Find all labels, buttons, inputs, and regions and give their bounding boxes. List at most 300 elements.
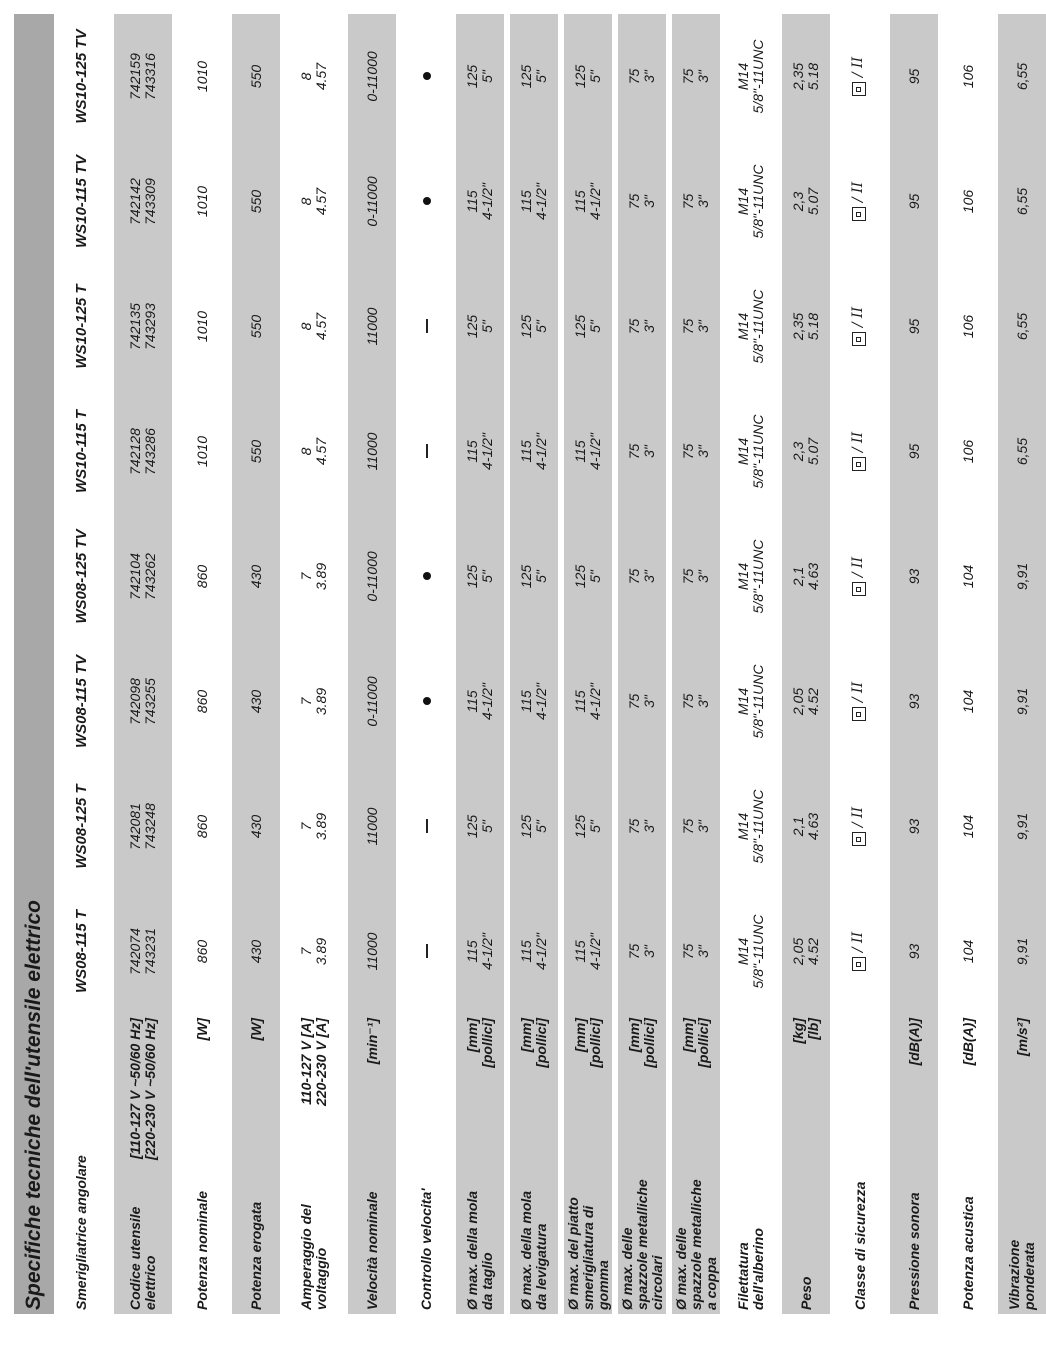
text-line: 125 — [518, 564, 534, 589]
text-line: 743262 — [142, 553, 158, 600]
text-line: 742074 — [127, 928, 143, 975]
spec-row — [836, 14, 884, 1314]
spec-value — [232, 139, 280, 264]
spec-unit — [232, 1014, 280, 1174]
text-line: 75 — [626, 568, 642, 585]
not-available-dash-icon — [402, 889, 450, 1014]
spec-row — [114, 14, 172, 1314]
text-line: 9,91 — [1013, 687, 1030, 716]
spec-label: Potenza nominale — [193, 1190, 210, 1310]
text-line: 5/8"-11UNC — [750, 664, 766, 739]
spec-value — [672, 514, 720, 639]
text-line: 2,3 — [790, 191, 806, 212]
text-line: 104 — [959, 814, 976, 839]
spec-value — [782, 14, 830, 139]
text-line: 115 — [518, 690, 534, 713]
spec-row — [286, 14, 342, 1314]
text-line: 5" — [587, 70, 603, 83]
spec-row — [178, 14, 226, 1314]
spec-label: Vibrazione ponderata — [998, 1174, 1046, 1314]
text-line: 742142 — [127, 178, 143, 225]
spec-row — [564, 14, 612, 1314]
spec-value — [672, 389, 720, 514]
text-line: 125 — [518, 814, 534, 839]
spec-value — [726, 764, 776, 889]
safety-class-text: / II — [850, 181, 867, 203]
model-header: WS08-115 TV — [72, 654, 90, 749]
text-line: 125 — [464, 64, 480, 89]
double-insulation-icon — [852, 707, 866, 721]
spec-row — [672, 14, 720, 1314]
text-line: 6,55 — [1013, 437, 1030, 466]
spec-value — [286, 14, 342, 139]
spec-value — [286, 389, 342, 514]
text-line: 115 — [464, 190, 480, 213]
spec-value — [286, 264, 342, 389]
spec-value — [114, 139, 172, 264]
text-line: 115 — [572, 690, 588, 713]
safety-class — [851, 807, 866, 846]
spec-value — [618, 639, 666, 764]
spec-unit — [726, 1014, 776, 1174]
spec-value — [348, 889, 396, 1014]
spec-unit — [672, 1014, 720, 1174]
spec-row — [618, 14, 666, 1314]
text-line: 5/8"-11UNC — [750, 289, 766, 364]
spec-row — [402, 14, 450, 1314]
not-available-dash-icon — [402, 389, 450, 514]
spec-value — [782, 139, 830, 264]
text-line: 4-1/2" — [587, 433, 603, 470]
text-line: 4-1/2" — [533, 933, 549, 970]
spec-value — [114, 389, 172, 514]
spec-value — [178, 14, 226, 139]
text-line: 860 — [193, 564, 210, 589]
spec-value — [510, 514, 558, 639]
spec-value — [998, 764, 1046, 889]
text-line: 115 — [518, 440, 534, 463]
model-header: WS10-125 T — [72, 284, 90, 369]
spec-value — [178, 389, 226, 514]
spec-label: Codice utensile elettrico — [114, 1174, 172, 1314]
text-line: 7 — [298, 697, 314, 706]
text-line: 743309 — [142, 178, 158, 225]
spec-label: Potenza acustica — [959, 1196, 976, 1310]
models-row — [54, 14, 108, 1314]
spec-row — [510, 14, 558, 1314]
text-line: M14 — [735, 187, 751, 216]
spec-value — [672, 764, 720, 889]
text-line: 742104 — [127, 553, 143, 600]
text-line: 115 — [572, 190, 588, 213]
spec-value — [114, 764, 172, 889]
text-line: 1010 — [193, 310, 210, 343]
safety-class-text: / II — [850, 556, 867, 578]
safety-class — [851, 307, 866, 346]
text-line: M14 — [735, 62, 751, 91]
text-line: 0-11000 — [363, 176, 380, 227]
spec-value — [672, 14, 720, 139]
spec-value — [564, 139, 612, 264]
spec-value — [178, 139, 226, 264]
safety-class-text: / II — [850, 681, 867, 703]
available-dot-icon — [402, 139, 450, 264]
text-line: 75 — [626, 693, 642, 710]
text-line: 11000 — [363, 307, 380, 346]
text-line: 9,91 — [1013, 562, 1030, 591]
spec-value — [456, 514, 504, 639]
text-line: [pollici] — [695, 1018, 711, 1068]
text-line: 2,35 — [790, 312, 806, 341]
dash-icon — [426, 945, 428, 959]
text-line: 743255 — [142, 678, 158, 725]
safety-class — [851, 432, 866, 471]
text-line: M14 — [735, 687, 751, 716]
spec-value — [944, 389, 992, 514]
text-line: 743231 — [142, 928, 158, 975]
text-line: 125 — [464, 314, 480, 339]
safety-class — [851, 557, 866, 596]
spec-value — [348, 139, 396, 264]
text-line: 5.07 — [805, 437, 821, 466]
spec-value — [232, 639, 280, 764]
spec-label: Ø max. delle spazzole metalliche circolari — [618, 1174, 666, 1314]
spec-value — [782, 514, 830, 639]
text-line: [lb] — [805, 1018, 821, 1040]
spec-row — [726, 14, 776, 1314]
text-line: 743248 — [142, 803, 158, 850]
spec-value — [726, 514, 776, 639]
safety-class-text: / II — [850, 931, 867, 953]
text-line: 3" — [695, 695, 711, 708]
text-line: 104 — [959, 939, 976, 964]
spec-value — [178, 264, 226, 389]
text-line: 3" — [641, 70, 657, 83]
spec-value — [564, 514, 612, 639]
spec-value — [178, 764, 226, 889]
text-line: 4-1/2" — [479, 933, 495, 970]
text-line: 115 — [464, 690, 480, 713]
spec-value — [348, 264, 396, 389]
text-line: 125 — [572, 314, 588, 339]
spec-value — [232, 764, 280, 889]
spec-label: Ø max. delle spazzole metalliche a coppa — [672, 1174, 720, 1314]
text-line: 5.07 — [805, 187, 821, 216]
text-line: 9,91 — [1013, 937, 1030, 966]
spec-value — [286, 139, 342, 264]
safety-class-value — [836, 764, 884, 889]
spec-value — [618, 514, 666, 639]
spec-value — [348, 14, 396, 139]
text-line: 5/8"-11UNC — [750, 914, 766, 989]
spec-label: Ø max. della mola da levigatura — [510, 1174, 558, 1314]
spec-row — [944, 14, 992, 1314]
spec-label: Classe di sicurezza — [851, 1181, 868, 1310]
spec-value — [998, 639, 1046, 764]
available-dot-icon — [402, 639, 450, 764]
text-line: 93 — [905, 943, 922, 960]
spec-value — [348, 764, 396, 889]
model-header: WS08-125 T — [72, 784, 90, 869]
text-line: 3" — [695, 195, 711, 208]
spec-unit — [114, 1014, 172, 1174]
text-line: 3.89 — [313, 687, 329, 716]
spec-row — [232, 14, 280, 1314]
not-available-dash-icon — [402, 264, 450, 389]
available-dot-icon — [402, 14, 450, 139]
spec-value — [782, 389, 830, 514]
spec-value — [564, 389, 612, 514]
spec-row — [890, 14, 938, 1314]
spec-value — [564, 764, 612, 889]
text-line: 550 — [247, 314, 264, 339]
text-line: [dB(A)] — [959, 1018, 976, 1066]
text-line: 8 — [298, 72, 314, 81]
text-line: 4.63 — [805, 812, 821, 841]
spec-value — [232, 14, 280, 139]
spec-value — [456, 14, 504, 139]
spec-value — [232, 889, 280, 1014]
text-line: 93 — [905, 568, 922, 585]
spec-value — [998, 14, 1046, 139]
text-line: 7 — [298, 947, 314, 956]
text-line: 1010 — [193, 185, 210, 218]
spec-unit — [836, 1014, 884, 1174]
double-insulation-icon — [852, 457, 866, 471]
spec-label: Peso — [782, 1174, 830, 1314]
spec-value — [998, 139, 1046, 264]
text-line: 106 — [959, 439, 976, 464]
spec-value — [114, 264, 172, 389]
text-line: 75 — [680, 693, 696, 710]
spec-value — [782, 764, 830, 889]
double-insulation-icon — [852, 207, 866, 221]
text-line: 11000 — [363, 932, 380, 971]
text-line: M14 — [735, 937, 751, 966]
text-line: 75 — [626, 193, 642, 210]
page-title: Specifiche tecniche dell'utensile elettrico — [22, 900, 45, 1310]
text-line: 6,55 — [1013, 312, 1030, 341]
spec-value — [286, 764, 342, 889]
spec-value — [944, 14, 992, 139]
text-line: [pollici] — [479, 1018, 495, 1068]
dash-icon — [426, 820, 428, 834]
text-line: 11000 — [363, 432, 380, 471]
spec-value — [510, 389, 558, 514]
spec-row — [456, 14, 504, 1314]
text-line: 5.18 — [805, 62, 821, 91]
text-line: [m/s²] — [1013, 1018, 1030, 1057]
text-line: [mm] — [464, 1018, 480, 1053]
spec-value — [672, 264, 720, 389]
spec-value — [998, 264, 1046, 389]
text-line: 95 — [905, 443, 922, 460]
spec-value — [944, 764, 992, 889]
spec-value — [114, 514, 172, 639]
text-line: 75 — [626, 443, 642, 460]
text-line: 115 — [464, 440, 480, 463]
text-line: 115 — [518, 190, 534, 213]
not-available-dash-icon — [402, 764, 450, 889]
safety-class — [851, 932, 866, 971]
text-line: 743293 — [142, 303, 158, 350]
safety-class — [851, 682, 866, 721]
text-line: 5/8"-11UNC — [750, 39, 766, 114]
text-line: 0-11000 — [363, 676, 380, 727]
text-line: 7 — [298, 822, 314, 831]
text-line: 3.89 — [313, 937, 329, 966]
spec-value — [890, 764, 938, 889]
text-line: 5" — [479, 820, 495, 833]
text-line: [mm] — [518, 1018, 534, 1053]
text-line: 5" — [587, 320, 603, 333]
text-line: 3" — [641, 945, 657, 958]
text-line: 4.57 — [313, 187, 329, 216]
spec-value — [618, 264, 666, 389]
text-line: 104 — [959, 689, 976, 714]
spec-label: Potenza erogata — [232, 1174, 280, 1314]
text-line: M14 — [735, 812, 751, 841]
title-row — [14, 14, 54, 1314]
spec-unit — [510, 1014, 558, 1174]
text-line: 4.57 — [313, 437, 329, 466]
spec-value — [672, 639, 720, 764]
spec-value — [618, 139, 666, 264]
text-line: [mm] — [626, 1018, 642, 1053]
spec-unit — [890, 1014, 938, 1174]
spec-value — [232, 264, 280, 389]
text-line: 742081 — [127, 803, 143, 850]
text-line: 4.63 — [805, 562, 821, 591]
text-line: 3" — [641, 320, 657, 333]
text-line: 4-1/2" — [479, 183, 495, 220]
spec-value — [456, 639, 504, 764]
safety-class-value — [836, 14, 884, 139]
text-line: 2,05 — [790, 687, 806, 716]
spec-value — [726, 14, 776, 139]
spec-value — [944, 264, 992, 389]
text-line: 3" — [641, 570, 657, 583]
spec-value — [944, 514, 992, 639]
text-line: 106 — [959, 64, 976, 89]
spec-value — [726, 389, 776, 514]
text-line: 9,91 — [1013, 812, 1030, 841]
text-line: 860 — [193, 814, 210, 839]
spec-value — [348, 389, 396, 514]
text-line: 95 — [905, 193, 922, 210]
text-line: 3" — [695, 70, 711, 83]
spec-unit — [998, 1014, 1046, 1174]
text-line: 3.89 — [313, 812, 329, 841]
safety-class-value — [836, 514, 884, 639]
text-line: 125 — [572, 814, 588, 839]
text-line: 125 — [464, 564, 480, 589]
spec-value — [348, 639, 396, 764]
text-line: 5" — [533, 320, 549, 333]
text-line: 2,05 — [790, 937, 806, 966]
text-line: 4.57 — [313, 62, 329, 91]
spec-value — [618, 764, 666, 889]
text-line: [W] — [193, 1018, 210, 1041]
text-line: 4.52 — [805, 937, 821, 966]
safety-class-text: / II — [850, 56, 867, 78]
text-line: 4-1/2" — [587, 933, 603, 970]
text-line: 4-1/2" — [587, 183, 603, 220]
text-line: 125 — [518, 64, 534, 89]
spec-value — [618, 889, 666, 1014]
dot-icon — [423, 198, 431, 206]
text-line: 125 — [464, 814, 480, 839]
spec-value — [726, 889, 776, 1014]
spec-value — [456, 889, 504, 1014]
text-line: 550 — [247, 439, 264, 464]
spec-value — [672, 139, 720, 264]
spec-label: Controllo velocita' — [417, 1188, 434, 1310]
safety-class-text: / II — [850, 306, 867, 328]
text-line: M14 — [735, 437, 751, 466]
text-line: 75 — [680, 443, 696, 460]
text-line: 115 — [572, 440, 588, 463]
dot-icon — [423, 573, 431, 581]
text-line: 75 — [680, 68, 696, 85]
text-line: 4-1/2" — [479, 683, 495, 720]
text-line: 0-11000 — [363, 551, 380, 602]
text-line: 3" — [695, 570, 711, 583]
text-line: 4-1/2" — [533, 433, 549, 470]
dot-icon — [423, 698, 431, 706]
text-line: 4-1/2" — [533, 183, 549, 220]
text-line: 742128 — [127, 428, 143, 475]
spec-value — [944, 139, 992, 264]
safety-class-value — [836, 889, 884, 1014]
text-line: 430 — [247, 814, 264, 839]
available-dot-icon — [402, 514, 450, 639]
text-line: 5" — [479, 70, 495, 83]
spec-value — [232, 389, 280, 514]
text-line: [pollici] — [587, 1018, 603, 1068]
text-line: 75 — [680, 943, 696, 960]
text-line: 125 — [572, 64, 588, 89]
safety-class — [851, 182, 866, 221]
spec-value — [510, 764, 558, 889]
spec-unit — [618, 1014, 666, 1174]
spec-value — [286, 889, 342, 1014]
text-line: 430 — [247, 564, 264, 589]
text-line: 4.52 — [805, 687, 821, 716]
text-line: 4-1/2" — [587, 683, 603, 720]
spec-value — [456, 264, 504, 389]
spec-unit — [782, 1014, 830, 1174]
text-line: 115 — [572, 940, 588, 963]
text-line: 5" — [587, 820, 603, 833]
spec-value — [564, 264, 612, 389]
text-line: 75 — [680, 818, 696, 835]
text-line: 125 — [518, 314, 534, 339]
spec-label: Amperaggio del voltaggio — [298, 1204, 329, 1310]
spec-value — [944, 639, 992, 764]
text-line: 0-11000 — [363, 51, 380, 102]
spec-value — [890, 14, 938, 139]
text-line: 5" — [479, 570, 495, 583]
spec-value — [890, 139, 938, 264]
text-line: 8 — [298, 197, 314, 206]
text-line: 3" — [695, 320, 711, 333]
text-line: 4-1/2" — [479, 433, 495, 470]
spec-value — [726, 639, 776, 764]
spec-unit — [286, 1014, 342, 1174]
text-line: 1010 — [193, 60, 210, 93]
text-line: [mm] — [572, 1018, 588, 1053]
